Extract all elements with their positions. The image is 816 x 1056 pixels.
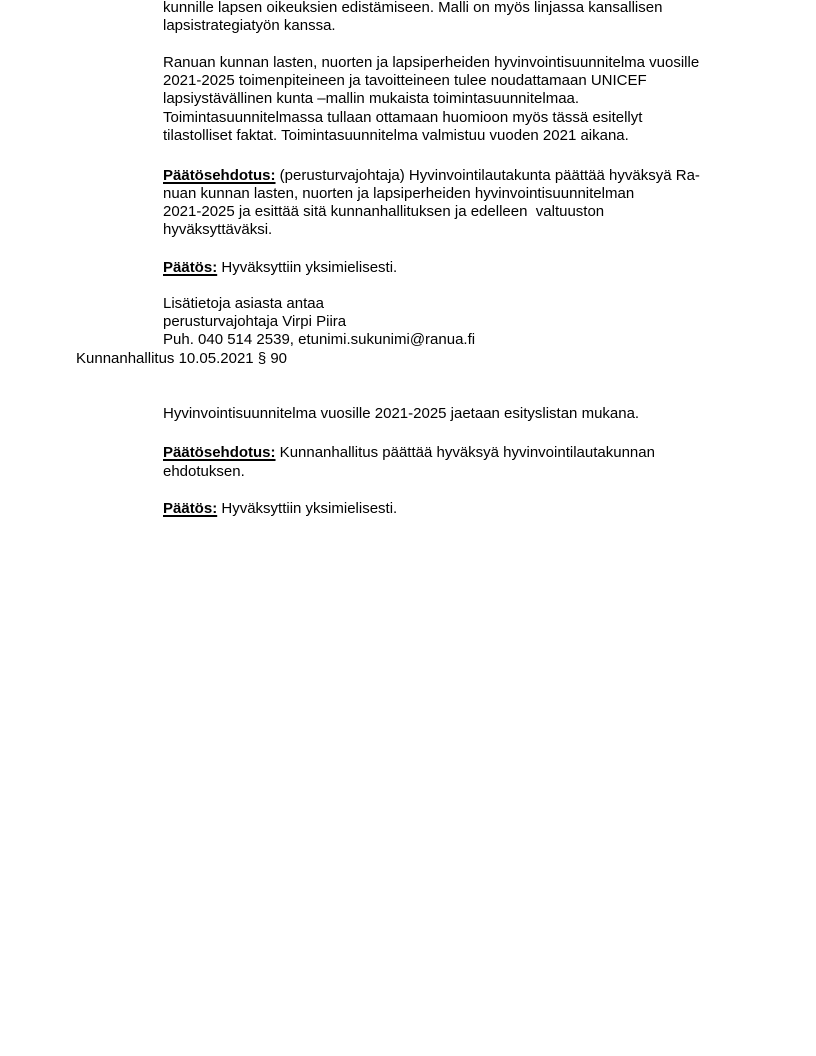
contact-line: Puh. 040 514 2539, etunimi.sukunimi@ranua.fi [163,331,476,348]
paragraph-line: lapsistrategiatyön kanssa. [163,17,336,34]
paragraph-line: 2021-2025 toimenpiteineen ja tavoitteineen tulee noudattamaan UNICEF [163,72,647,89]
contact-line: perusturvajohtaja Virpi Piira [163,313,347,330]
proposal-line: hyväksyttäväksi. [163,221,273,238]
proposal-text: (perusturvajohtaja) Hyvinvointilautakunta päättää hyväksyä Ra- [275,167,700,184]
paragraph-line: Ranuan kunnan lasten, nuorten ja lapsiperheiden hyvinvointisuunnitelma vuosille [163,54,700,71]
paragraph-line: Toimintasuunnitelmassa tullaan ottamaan huomioon myös tässä esitellyt [163,109,643,126]
proposal-label: Päätösehdotus: [163,167,276,184]
decision-line [163,259,397,277]
proposal-line [163,167,700,185]
decision-label: Päätös: [163,500,218,517]
proposal-label: Päätösehdotus: [163,444,276,461]
proposal-line: 2021-2025 ja esittää sitä kunnanhallituksen ja edelleen valtuuston [163,203,605,220]
paragraph-line: lapsiystävällinen kunta –mallin mukaista toimintasuunnitelmaa. [163,90,580,107]
proposal-text: Kunnanhallitus päättää hyväksyä hyvinvointilautakunnan [275,444,655,461]
decision-text: Hyväksyttiin yksimielisesti. [217,500,398,517]
proposal-line: ehdotuksen. [163,463,245,480]
paragraph-line: Hyvinvointisuunnitelma vuosille 2021-2025 jaetaan esityslistan mukana. [163,405,640,422]
decision-line [163,500,397,518]
paragraph-line: kunnille lapsen oikeuksien edistämiseen. Malli on myös linjassa kansallisen [163,0,663,16]
decision-text: Hyväksyttiin yksimielisesti. [217,259,398,276]
decision-label: Päätös: [163,259,218,276]
paragraph-line: tilastolliset faktat. Toimintasuunnitelma valmistuu vuoden 2021 aikana. [163,127,629,144]
proposal-line [163,444,655,462]
section-heading: Kunnanhallitus 10.05.2021 § 90 [76,350,288,367]
contact-line: Lisätietoja asiasta antaa [163,295,324,312]
proposal-line: nuan kunnan lasten, nuorten ja lapsiperheiden hyvinvointisuunnitelman [163,185,635,202]
